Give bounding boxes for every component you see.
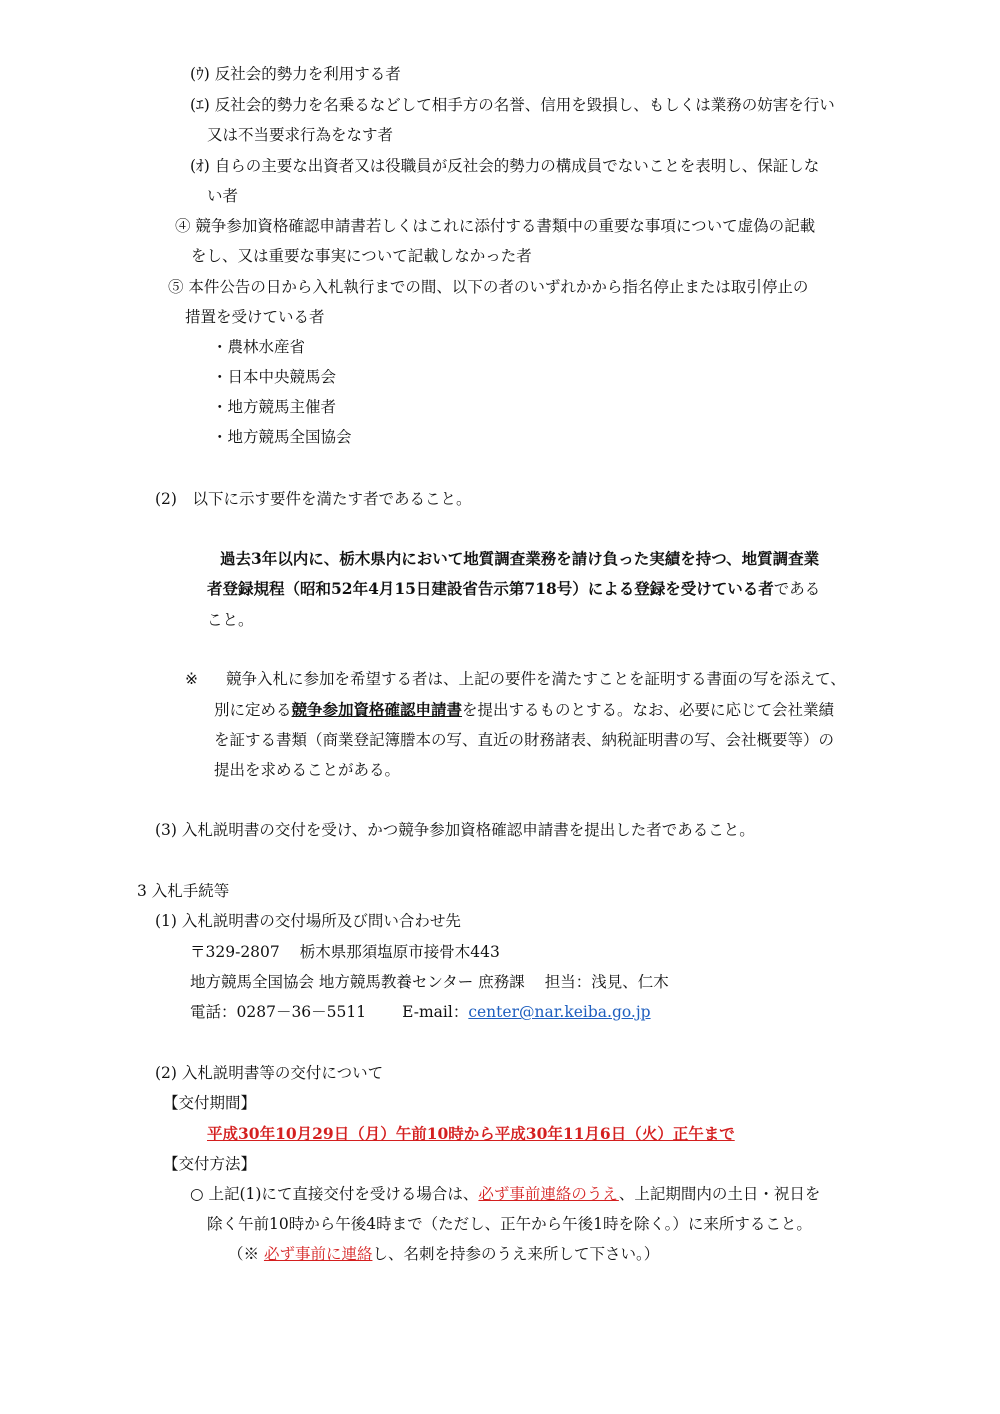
method-line1 [190, 1183, 820, 1205]
note-text: 別に定める [214, 701, 292, 719]
note-text: 競争入札に参加を希望する者は、上記の要件を満たすことを証明する書面の写を添えて、 [226, 670, 846, 688]
method-text: ○ 上記(1)にて直接交付を受ける場合は、 [190, 1185, 479, 1203]
postal-code: 〒329-2807 [190, 943, 280, 961]
item-e-line1: (ｴ) 反社会的勢力を名乗るなどして相手方の名誉、信用を毀損し、もしくは業務の妨害を行い [190, 96, 835, 114]
note-line3: を証する書類（商業登記簿謄本の写、直近の財務諸表、納税証明書の写、会社概要等）の [214, 731, 835, 749]
note-line2 [214, 699, 834, 721]
distribution-period: 平成30年10月29日（月）午前10時から平成30年11月6日（火）正午まで [207, 1124, 735, 1143]
item-5-line2: 措置を受けている者 [185, 308, 325, 326]
item-4-line2: をし、又は重要な事実について記載しなかった者 [191, 247, 532, 265]
requirement-2-text-line1: 過去3年以内に、栃木県内において地質調査業務を請け負った実績を持つ、地質調査業 [220, 549, 820, 568]
method-line3 [228, 1243, 659, 1265]
note-text: を提出するものとする。なお、必要に応じて会社業績 [462, 701, 835, 719]
requirement-2-tail: である [773, 580, 821, 598]
item-e-line2: 又は不当要求行為をなす者 [207, 126, 394, 144]
note-line4: 提出を求めることがある。 [214, 761, 401, 779]
item-u: (ｳ) 反社会的勢力を利用する者 [190, 65, 401, 83]
subsection-2-heading: (2) 入札説明書等の交付について [155, 1064, 384, 1082]
org-list-item: ・地方競馬主催者 [212, 398, 337, 416]
method-text: し、名刺を持参のうえ来所して下さい。） [372, 1245, 660, 1263]
org-list-item: ・日本中央競馬会 [212, 368, 337, 386]
requirement-2-text-line2 [207, 578, 820, 600]
method-text: （※ [228, 1245, 264, 1263]
method-text: 、上記期間内の土日・祝日を [618, 1185, 821, 1203]
email-link[interactable]: center@nar.keiba.go.jp [468, 1003, 651, 1021]
contact-persons: 担当：浅見、仁木 [544, 973, 669, 991]
requirement-2-bold: 者登録規程（昭和52年4月15日建設省告示第718号）による登録を受けている者 [207, 579, 774, 598]
application-form-name: 競争参加資格確認申請書 [291, 700, 463, 719]
office-name: 地方競馬全国協会 地方競馬教養センター 庶務課 [190, 973, 525, 991]
phone: 電話：0287－36－5511 [190, 1003, 367, 1021]
requirement-2-text-line3: こと。 [207, 611, 254, 629]
method-label: 【交付方法】 [163, 1155, 257, 1173]
note-line1 [185, 668, 846, 690]
period-label: 【交付期間】 [163, 1094, 257, 1112]
requirement-3: (3) 入札説明書の交付を受け、かつ競争参加資格確認申請書を提出した者であること。 [155, 821, 755, 839]
item-5-line1: ⑤ 本件公告の日から入札執行までの間、以下の者のいずれかから指名停止または取引停止の [168, 278, 809, 296]
office-line [190, 971, 669, 993]
postal-address [190, 941, 500, 963]
org-list-item: ・地方競馬全国協会 [212, 428, 352, 446]
note-mark: ※ [185, 670, 198, 688]
subsection-1-heading: (1) 入札説明書の交付場所及び問い合わせ先 [155, 912, 461, 930]
email-label: E-mail： [402, 1003, 469, 1021]
item-4-line1: ④ 競争参加資格確認申請書若しくはこれに添付する書類中の重要な事項について虚偽の記載 [175, 217, 816, 235]
org-list-item: ・農林水産省 [212, 338, 306, 356]
address: 栃木県那須塩原市接骨木443 [299, 943, 500, 961]
item-o-line2: い者 [207, 187, 239, 205]
section-3-title: 3 入札手続等 [137, 882, 230, 900]
method-line2: 除く午前10時から午後4時まで（ただし、正午から午後1時を除く。）に来所すること。 [207, 1215, 812, 1233]
prior-contact-note: 必ず事前に連絡 [263, 1245, 373, 1263]
prior-contact-required: 必ず事前連絡のうえ [478, 1185, 619, 1203]
item-o-line1: (ｵ) 自らの主要な出資者又は役職員が反社会的勢力の構成員でないことを表明し、保証しな [190, 157, 820, 175]
requirement-2-heading: (2) 以下に示す要件を満たす者であること。 [155, 490, 472, 508]
contact-line [190, 1001, 651, 1023]
